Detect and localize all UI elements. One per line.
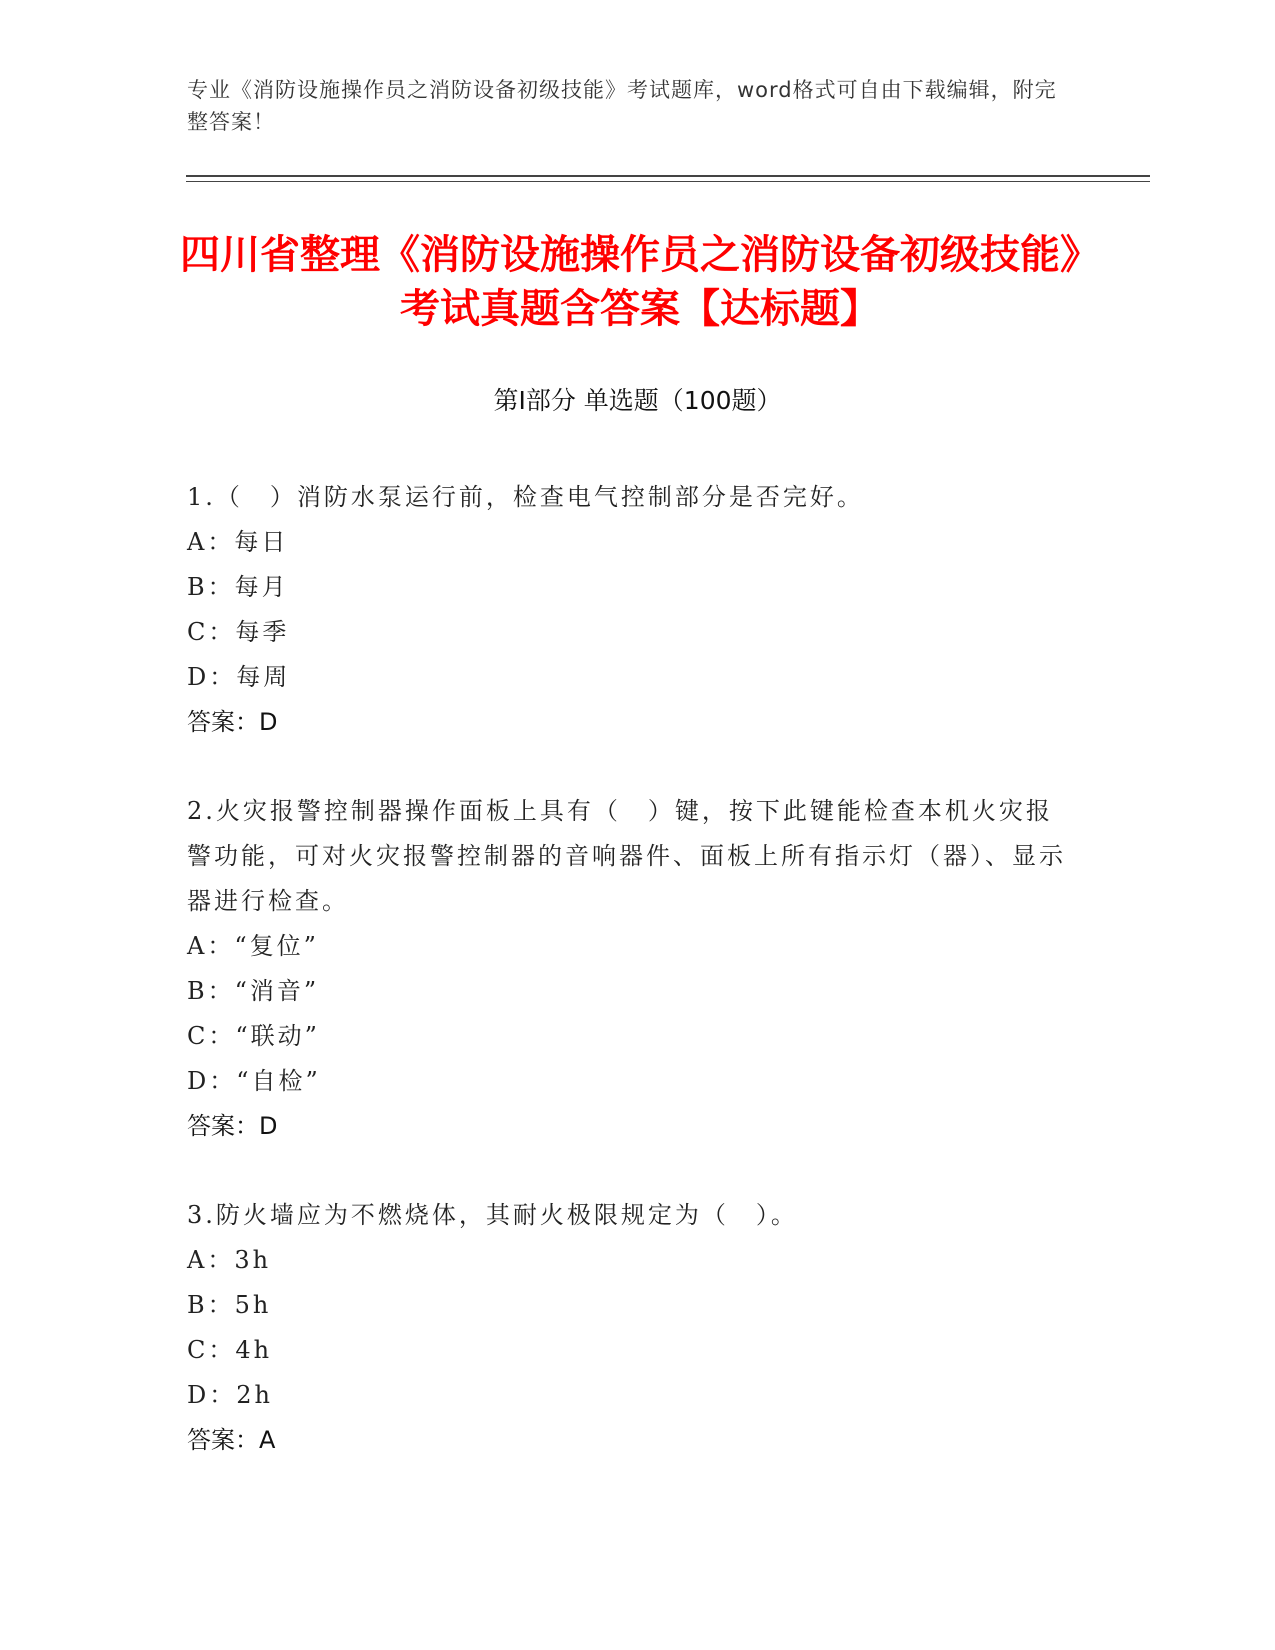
question-stem: 3.防火墙应为不燃烧体，其耐火极限规定为（ ）。 bbox=[187, 1201, 798, 1229]
header-rule-thick bbox=[186, 175, 1150, 177]
option-a: A：3h bbox=[187, 1246, 272, 1274]
option-b: B：“消音” bbox=[187, 977, 320, 1005]
option-c: C：每季 bbox=[187, 618, 290, 646]
question-2 bbox=[187, 789, 1067, 1149]
document-title: 四川省整理《消防设施操作员之消防设备初级技能》考试真题含答案【达标题】 bbox=[180, 232, 1100, 332]
option-c: C：“联动” bbox=[187, 1022, 320, 1050]
question-1 bbox=[187, 475, 1067, 745]
header-note: 专业《消防设施操作员之消防设备初级技能》考试题库，word格式可自由下载编辑，附完整答案！ bbox=[187, 78, 1057, 134]
question-stem: 2.火灾报警控制器操作面板上具有（ ）键，按下此键能检查本机火灾报警功能，可对火灾报警控制器的音响器件、面板上所有指示灯（器）、显示器进行检查。 bbox=[187, 797, 1066, 915]
option-c: C：4h bbox=[187, 1336, 273, 1364]
option-d: D：2h bbox=[187, 1381, 273, 1409]
answer: 答案：A bbox=[187, 1426, 276, 1454]
question-list bbox=[187, 475, 1067, 1507]
question-3 bbox=[187, 1193, 1067, 1463]
option-d: D：每周 bbox=[187, 663, 291, 691]
question-stem: 1.（ ）消防水泵运行前，检查电气控制部分是否完好。 bbox=[187, 483, 864, 511]
answer: 答案：D bbox=[187, 708, 278, 736]
option-a: A：“复位” bbox=[187, 932, 319, 960]
option-b: B：5h bbox=[187, 1291, 272, 1319]
section-heading: 第I部分 单选题（100题） bbox=[493, 386, 782, 415]
answer: 答案：D bbox=[187, 1112, 278, 1140]
option-d: D：“自检” bbox=[187, 1067, 321, 1095]
header-rule-thin bbox=[186, 181, 1150, 182]
option-b: B：每月 bbox=[187, 573, 289, 601]
option-a: A：每日 bbox=[187, 528, 289, 556]
